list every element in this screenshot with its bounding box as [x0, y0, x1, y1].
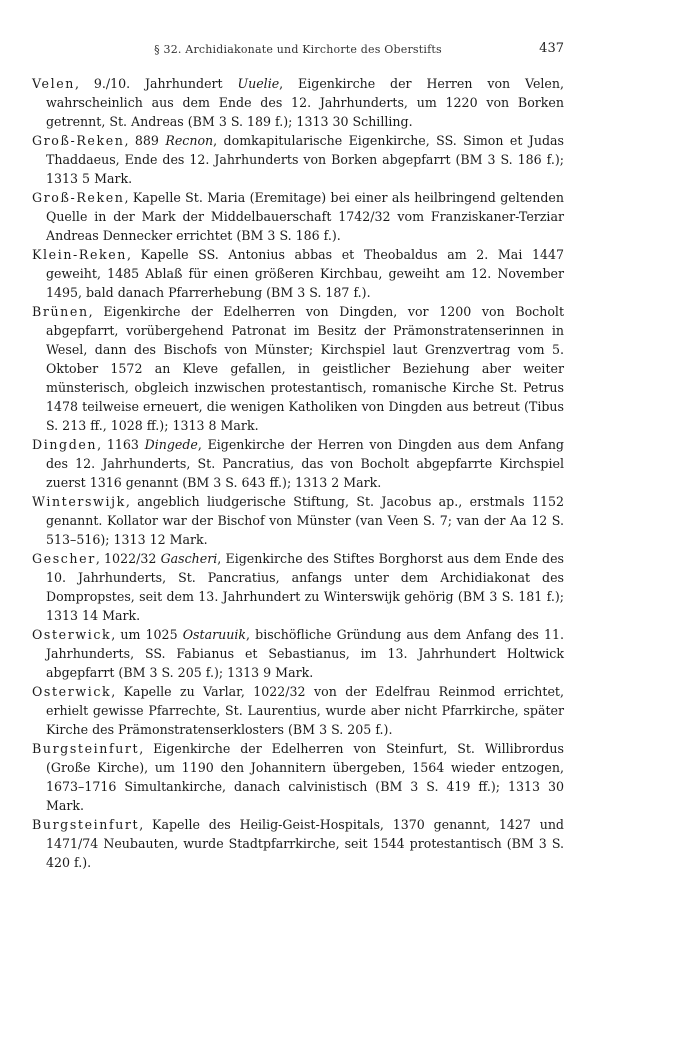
- entry-place: Osterwick: [32, 627, 112, 642]
- entry-date: , 9./10. Jahrhundert: [74, 76, 238, 91]
- entry-text: , Kapelle St. Maria (Eremitage) bei einer als heilbringend geltenden Quelle in der Mark der Middelbauerschaft 1742/32 vom Franziskaner-Terziar Andreas Dennecker errichtet (BM 3 S. 186 f.).: [46, 190, 564, 243]
- entry-osterwick: [32, 625, 564, 682]
- entry-date: , 889: [124, 133, 166, 148]
- entry-velen: [32, 74, 564, 131]
- entry-text: , Eigenkirche der Herren von Dingden aus dem Anfang des 12. Jahrhunderts, St. Pancratius, das von Bocholt abgepfarrte Kirchspiel zuerst 1316 genannt (BM 3 S. 643 ff.); 1313 2 Mark.: [46, 437, 564, 490]
- entry-text: , angeblich liudgerische Stiftung, St. Jacobus ap., erstmals 1152 genannt. Kollator war der Bischof von Münster (van Veen S. 7; van der Aa 12 S. 513–516); 1313 12 Mark.: [46, 494, 564, 547]
- page-number: 437: [539, 41, 564, 56]
- entry-old-name: Recnon: [165, 133, 214, 148]
- entry-place: Brünen: [32, 304, 89, 319]
- entry-text: , Kapelle SS. Antonius abbas et Theobaldus am 2. Mai 1447 geweiht, 1485 Ablaß für einen größeren Kirchbau, geweiht am 12. November 1495, bald danach Pfarrerhebung (BM 3 S. 187 f.).: [46, 247, 564, 300]
- entry-place: Klein-Reken: [32, 247, 128, 262]
- entry-osterwick-varlar: [32, 682, 564, 739]
- entry-date: , 1022/32: [95, 551, 161, 566]
- entry-place: Groß-Reken: [32, 133, 125, 148]
- entry-old-name: Ostaruuik: [182, 627, 246, 642]
- entry-text: , Eigenkirche der Herren von Velen, wahrscheinlich aus dem Ende des 12. Jahrhunderts, um 1220 von Borken getrennt, St. Andreas (BM 3 S. 189 f.); 1313 30 Schilling.: [46, 76, 564, 129]
- entry-old-name: Dingede: [144, 437, 198, 452]
- entry-gross-reken: [32, 131, 564, 188]
- entry-place: Winterswijk: [32, 494, 126, 509]
- entry-dingden: [32, 435, 564, 492]
- entry-list: [32, 74, 564, 872]
- entry-place: Osterwick: [32, 684, 112, 699]
- entry-date: , um 1025: [111, 627, 183, 642]
- entry-old-name: Uuelie: [237, 76, 280, 91]
- entry-place: Burgsteinfurt: [32, 817, 140, 832]
- entry-winterswijk: [32, 492, 564, 549]
- entry-klein-reken: [32, 245, 564, 302]
- entry-text: , Eigenkirche der Edelherren von Steinfurt, St. Willibrordus (Große Kirche), um 1190 den Johannitern übergeben, 1564 wieder entzogen, 1673–1716 Simultankirche, danach calvinistisch (BM 3 S. 419 ff.); 1313 30 Mark.: [46, 741, 564, 813]
- entry-text: , Eigenkirche der Edelherren von Dingden, vor 1200 von Bocholt abgepfarrt, vorübergehend Patronat im Besitz der Prämonstratenserinnen in Wesel, dann des Bischofs von Münster; Kirchspiel laut Grenzvertrag vom 5. Oktober 1572 an Kleve gefallen, in geistlicher Beziehung aber weiter münsterisch, obgleich inzwischen protestantisch, romanische Kirche St. Petrus 1478 teilweise erneuert, die wenigen Katholiken von Dingden aus betreut (Tibus S. 213 ff., 1028 ff.); 1313 8 Mark.: [46, 304, 564, 433]
- entry-old-name: Gascheri: [160, 551, 218, 566]
- entry-place: Gescher: [32, 551, 96, 566]
- running-head: § 32. Archidiakonate und Kirchorte des Oberstifts: [154, 43, 442, 56]
- entry-text: , Kapelle des Heilig-Geist-Hospitals, 1370 genannt, 1427 und 1471/74 Neubauten, wurde Stadtpfarrkirche, seit 1544 protestantisch (BM 3 S. 420 f.).: [46, 817, 564, 870]
- entry-text: , Eigenkirche des Stiftes Borghorst aus dem Ende des 10. Jahrhunderts, St. Pancratius, anfangs unter dem Archidiakonat des Dompropstes, seit dem 13. Jahrhundert zu Winterswijk gehörig (BM 3 S. 181 f.); 1313 14 Mark.: [46, 551, 565, 623]
- entry-gross-reken-kapelle: [32, 188, 564, 245]
- entry-date: , 1163: [97, 437, 145, 452]
- entry-gescher: [32, 549, 564, 625]
- entry-place: Velen: [32, 76, 75, 91]
- entry-text: , domkapitularische Eigenkirche, SS. Simon et Judas Thaddaeus, Ende des 12. Jahrhunderts von Borken abgepfarrt (BM 3 S. 186 f.); 1313 5 Mark.: [46, 133, 564, 186]
- entry-burgsteinfurt: [32, 739, 564, 815]
- entry-text: , Kapelle zu Varlar, 1022/32 von der Edelfrau Reinmod errichtet, erhielt gewisse Pfarrechte, St. Laurentius, wurde aber nicht Pfarrkirche, später Kirche des Prämonstratenserklosters (BM 3 S. 205 f.).: [46, 684, 564, 737]
- entry-text: , bischöfliche Gründung aus dem Anfang des 11. Jahrhunderts, SS. Fabianus et Sebastianus, im 13. Jahrhundert Holtwick abgepfarrt (BM 3 S. 205 f.); 1313 9 Mark.: [46, 627, 565, 680]
- entry-bruenen: [32, 302, 564, 435]
- entry-place: Dingden: [32, 437, 98, 452]
- entry-place: Groß-Reken: [32, 190, 125, 205]
- entry-burgsteinfurt-hospital: [32, 815, 564, 872]
- entry-place: Burgsteinfurt: [32, 741, 140, 756]
